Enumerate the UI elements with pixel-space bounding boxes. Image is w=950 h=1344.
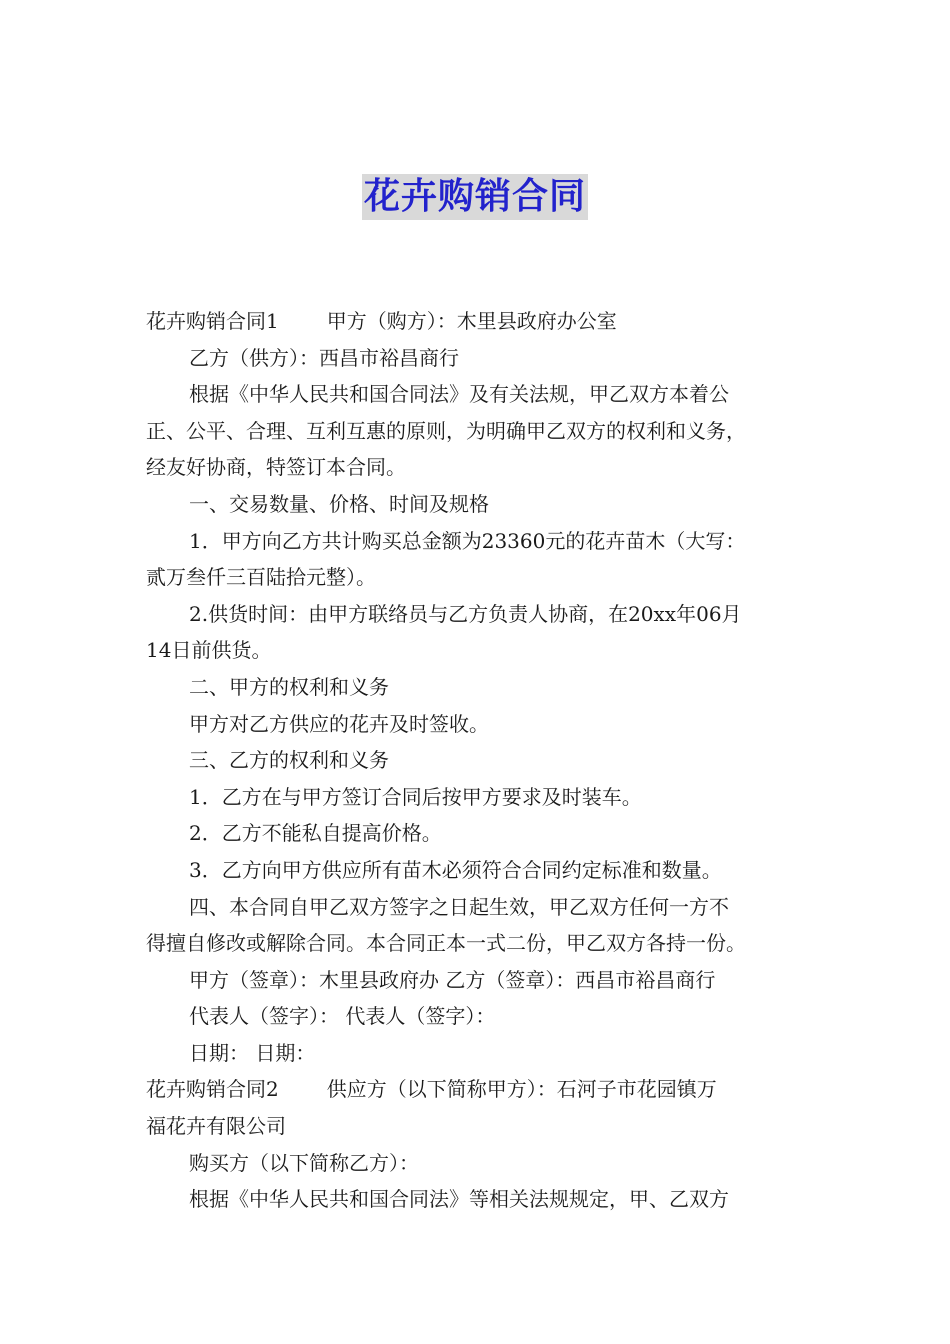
title-container bbox=[0, 174, 950, 220]
signature-seal-line: 甲方（签章）：木里县政府办 乙方（签章）：西昌市裕昌商行 bbox=[189, 967, 716, 992]
document-body bbox=[146, 303, 816, 1218]
supplier-line2: 福花卉有限公司 bbox=[146, 1114, 286, 1139]
section1-item2-line1: 2.供货时间：由甲方联络员与乙方负责人协商，在20xx年06月 bbox=[189, 601, 742, 626]
intro-line-3: 经友好协商，特签订本合同。 bbox=[146, 455, 406, 480]
signature-representative-line: 代表人（签字）： 代表人（签字）： bbox=[189, 1004, 496, 1029]
party-a-line: 甲方（购方）：木里县政府办公室 bbox=[326, 309, 617, 333]
contract1-heading: 花卉购销合同1 bbox=[146, 309, 279, 333]
contract2-heading-line bbox=[146, 1071, 816, 1108]
section3-item1: 1．乙方在与甲方签订合同后按甲方要求及时装车。 bbox=[189, 784, 642, 809]
section1-title: 一、交易数量、价格、时间及规格 bbox=[189, 491, 489, 516]
party-b-line: 乙方（供方）：西昌市裕昌商行 bbox=[189, 345, 459, 370]
contract2-intro-line1: 根据《中华人民共和国合同法》等相关法规规定，甲、乙双方 bbox=[189, 1187, 729, 1212]
supplier-line1: 供应方（以下简称甲方）：石河子市花园镇万 bbox=[326, 1077, 717, 1102]
section3-item3: 3．乙方向甲方供应所有苗木必须符合合同约定标准和数量。 bbox=[189, 857, 722, 882]
section4-line1: 四、本合同自甲乙双方签字之日起生效，甲乙双方任何一方不 bbox=[189, 894, 729, 919]
section3-title: 三、乙方的权利和义务 bbox=[189, 748, 389, 773]
contract1-heading-line bbox=[146, 303, 816, 340]
section2-title: 二、甲方的权利和义务 bbox=[189, 674, 389, 699]
contract2-heading: 花卉购销合同2 bbox=[146, 1077, 279, 1102]
signature-date-line: 日期： 日期： bbox=[189, 1040, 316, 1065]
intro-line-2: 正、公平、合理、互利互惠的原则，为明确甲乙双方的权利和义务， bbox=[146, 418, 746, 443]
section1-item1-line2: 贰万叁仟三百陆拾元整）。 bbox=[146, 565, 376, 590]
section4-line2: 得擅自修改或解除合同。本合同正本一式二份，甲乙双方各持一份。 bbox=[146, 931, 746, 956]
section1-item2-line2: 14日前供货。 bbox=[146, 638, 272, 663]
buyer-line: 购买方（以下简称乙方）： bbox=[189, 1150, 419, 1175]
section2-body: 甲方对乙方供应的花卉及时签收。 bbox=[189, 711, 489, 736]
document-title: 花卉购销合同 bbox=[362, 174, 588, 220]
intro-line-1: 根据《中华人民共和国合同法》及有关法规，甲乙双方本着公 bbox=[189, 382, 729, 407]
section1-item1-line1: 1．甲方向乙方共计购买总金额为23360元的花卉苗木（大写： bbox=[189, 528, 746, 553]
section3-item2: 2．乙方不能私自提高价格。 bbox=[189, 821, 442, 846]
